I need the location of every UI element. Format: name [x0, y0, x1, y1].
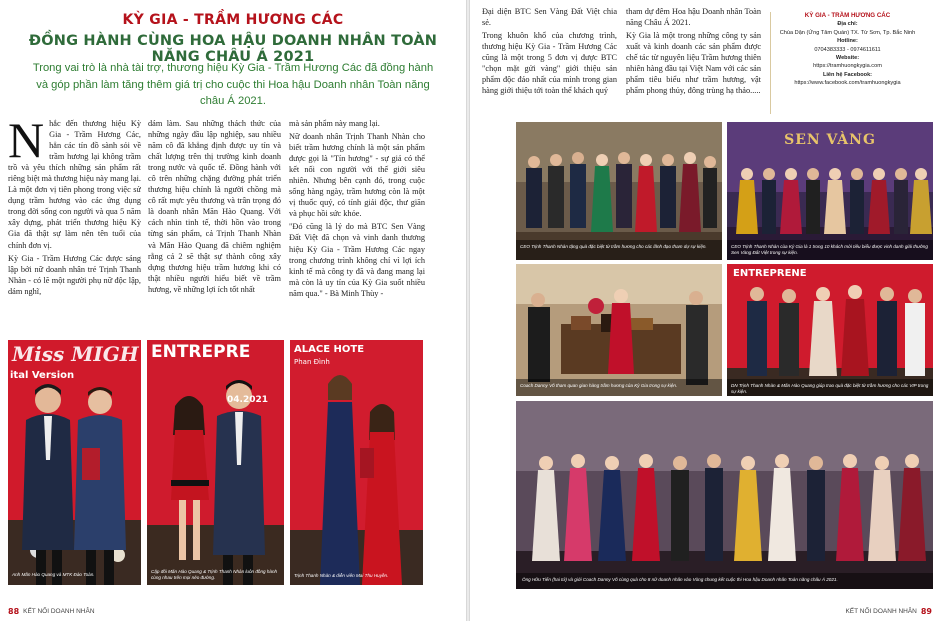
article-lead: Trong vai trò là nhà tài trợ, thương hiệu Kỳ Gia - Trầm Hương Các đã đồng hành và góp phần làm tăng thêm giá trị cho cuộc thi Hoa hậu Doanh nhân Toàn năng châu Á 2021.	[32, 62, 434, 107]
paragraph: "Đó cũng là lý do mà BTC Sen Vàng Đất Việt đã chọn và vinh danh thương hiệu Kỳ Gia - Trầm Hương Các ngay trong chương trình không chỉ vì lợi ích kinh tế mà công ty đã và đang mang lại mà còn là uy tín của Kỳ Gia suốt nhiều năm qua." - Bà Minh Thùy -	[289, 222, 425, 298]
paragraph: tham dự đêm Hoa hậu Doanh nhân Toàn năng Châu Á 2021.	[626, 7, 761, 28]
paragraph: Kỳ Gia là một trong những công ty sản xuất và kinh doanh các sản phẩm được chế tác từ nguyên liệu Trầm hương thiên nhiên hàng đầu tại Việt Nam với các sản phẩm tiêu biểu như trầm hương, vật phẩm phong thủy, đông trùng hạ thảo.....	[626, 31, 761, 96]
photo-gift-giving	[516, 122, 722, 260]
hotline-value: 0704383333 - 0974611611	[814, 46, 881, 53]
backdrop-text: ALACE HOTE	[294, 344, 365, 355]
website-link[interactable]: https://tramhuongkygia.com	[813, 63, 882, 70]
photo-caption: Ông Hữu Tiến (hai tứ) và giới Coach Danny Võ cùng quà cho 8 nữ doanh nhân vào Vòng chung kết cuộc thi Hoa hậu Doanh nhân Toàn năng châu Á 2021.	[522, 577, 838, 582]
backdrop-text: ENTREPRENE	[733, 268, 807, 279]
photo-illustration	[147, 340, 284, 585]
photo-caption: Anh Mãn Hào Quang và MTK Đào Toàn.	[12, 572, 95, 577]
photo-sen-vang-award	[727, 122, 933, 260]
photo-caption: Coach Danny Võ tham quan gian hàng trầm hương của Kỳ Gia trong sự kiện.	[520, 383, 678, 388]
right-column-2	[626, 6, 761, 112]
magazine-name: KẾT NỐI DOANH NHÂN	[845, 607, 917, 615]
backdrop-text: ital Version	[10, 370, 75, 381]
photo-finalists	[516, 401, 933, 589]
left-column-2	[148, 118, 281, 336]
backdrop-text: Miss MIGH	[12, 342, 139, 366]
page-number: 89	[920, 606, 932, 616]
address-value: Chùa Dận (Ứng Tâm Quán) TX. Từ Sơn, Tp. Bắc Ninh	[779, 29, 916, 36]
photo-couple-man	[8, 340, 141, 585]
backdrop-text: SEN VÀNG	[784, 132, 876, 148]
photo-illustration	[516, 264, 722, 396]
photo-caption: Cặp đôi Mãn Hào Quang & Trịnh Thanh Nhàn luôn đồng hành cùng nhau trên mọi nẻo đường.	[151, 569, 278, 580]
drop-cap: N	[8, 118, 45, 168]
photo-women	[290, 340, 423, 585]
facebook-label: Liên hệ Facebook:	[822, 71, 873, 78]
photo-caption: CEO Trịnh Thanh Nhàn tặng quà đặc biệt từ trầm hương cho các lãnh đạo tham dự sự kiện.	[520, 244, 707, 249]
page-footer-left	[8, 604, 128, 618]
page-footer-right	[810, 604, 932, 618]
paragraph: Nữ doanh nhân Trịnh Thanh Nhàn cho biết trầm hương chính là một sản phẩm được gọi là "Tín hương" - sự giả có thể kết nối con người với thế giới siêu nhiên. Nhưng bên cạnh đó, trong cuộc sống hàng ngày, trầm hương còn là một vị thuốc quý, có tính giải độc, thư giãn và phục hồi sức khỏe.	[289, 132, 425, 219]
magazine-name: KẾT NỐI DOANH NHÂN	[23, 607, 95, 615]
facebook-link[interactable]: https://www.facebook.com/tramhuongkygia	[794, 80, 901, 87]
left-column-3	[289, 118, 425, 336]
photo-illustration	[727, 264, 933, 396]
website-label: Website:	[835, 55, 860, 62]
photo-couple	[147, 340, 284, 585]
photo-vip-gifts	[727, 264, 933, 396]
left-page	[0, 0, 466, 621]
paragraph: Đại diện BTC Sen Vàng Đất Việt chia sẻ.	[482, 7, 617, 28]
contact-sidebar	[770, 12, 920, 114]
photo-illustration	[290, 340, 423, 585]
photo-illustration	[516, 401, 933, 589]
article-headline: ĐỒNG HÀNH CÙNG HOA HẬU DOANH NHÂN TOÀN NĂNG CHÂU Á 2021	[28, 33, 438, 65]
photo-caption: DN Trịnh Thanh Nhàn & Mãn Hào Quang giúp trao quà đặc biệt từ trầm hương cho các VIP trong sự kiện.	[731, 383, 929, 394]
photo-caption: Trịnh Thanh Nhàn & diễn viên Mai Thu Huyền.	[294, 573, 389, 578]
photo-caption: CEO Trịnh Thanh Nhàn cùa Kỳ Gia là 1 trong 10 khách mời tiêu biểu được vinh danh giải thưởng Sen Vàng Đất Việt trong sự kiện.	[731, 244, 928, 255]
address-label: Địa chỉ:	[837, 21, 858, 28]
backdrop-text: ENTREPRE	[151, 342, 251, 362]
right-page	[470, 0, 939, 621]
paragraph: Trong khuôn khổ của chương trình, thương hiệu Kỳ Gia - Trầm Hương Các cũng là một trong 5 đơn vị được BTC "chọn mặt gửi vàng" giới thiệu sản phẩm độc đáo nhất của mình trong gian hàng giới thiệu tới toàn thể khách quý	[482, 31, 617, 96]
paragraph: dám làm. Sau những thách thức của những ngày đầu lập nghiệp, sau nhiều năm cô đã khẳng định được uy tín và chất lượng trên thị trường kinh doanh trong nước và quốc tế. Đồng hành với cô trên những chặng đường phát triển thương hiệu chính là người chồng mà cô rất mực yêu thương và trân trọng đó là doanh nhân Mãn Hào Quang. Với cách nhìn tinh tế, thời hồn vào trong từng sản phẩm, cả Trịnh Thanh Nhàn và Mãn Hào Quang đã chiêm nghiệm rằng cả 2 sẽ thật sự thành công xây dựng thương hiệu trầm hương khi có thật nhiều người hiểu biết về trầm hương, về những lợi ích tốt nhất	[148, 119, 281, 294]
left-column-1	[8, 118, 141, 336]
paragraph: Kỳ Gia - Trầm Hương Các được sáng lập bởi nữ doanh nhân trẻ Trịnh Thanh Nhàn - có lẽ một người phụ nữ độc lập, dám nghĩ,	[8, 253, 141, 296]
paragraph: hắc đến thương hiệu Kỳ Gia - Trầm Hương Các, hẳn các tín đồ sành sỏi về trầm hương lại không trầm trồ và yêu thích những sản phẩm rất riêng biệt mà thương hiệu này mang lại. Là một đơn vị tiên phong trong việc sử dụng trầm hương vào các ứng dụng trong đời sống con người và qua 5 năm xây dựng, phát triển thương hiệu Kỳ Gia đã thật sự làm nên tên tuổi của chính đơn vị.	[8, 119, 141, 250]
sidebar-title: KỲ GIA - TRẦM HƯƠNG CÁC	[804, 12, 891, 19]
page-number: 88	[8, 606, 20, 616]
backdrop-text: Phan Đình	[294, 358, 330, 366]
photo-booth-visit	[516, 264, 722, 396]
article-kicker: KỲ GIA - TRẦM HƯƠNG CÁC	[122, 12, 344, 28]
right-column-1	[482, 6, 617, 112]
backdrop-text: 04.2021	[227, 395, 268, 405]
paragraph: mà sản phẩm này mang lại.	[289, 119, 380, 128]
photo-illustration	[516, 122, 722, 260]
hotline-label: Hotline:	[837, 38, 858, 45]
